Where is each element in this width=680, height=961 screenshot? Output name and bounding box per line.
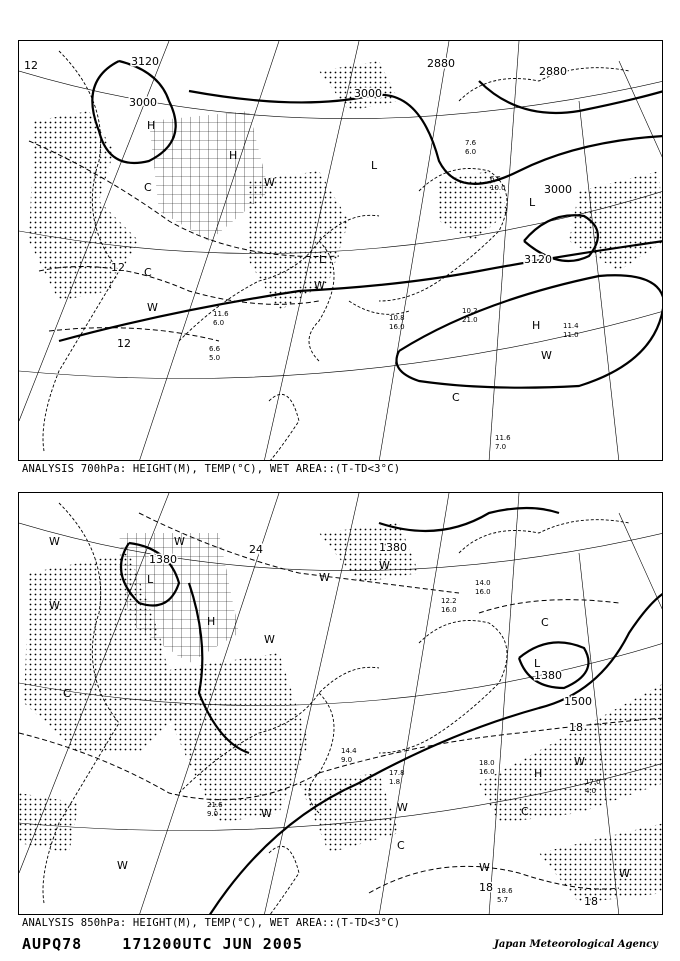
svg-text:14.0: 14.0 — [475, 579, 491, 587]
svg-text:18.6: 18.6 — [497, 887, 513, 895]
bulletin-code: AUPQ78 171200UTC JUN 2005 — [22, 935, 303, 953]
station-plot — [213, 310, 229, 327]
symbol-warm: W — [541, 349, 552, 362]
temp-label: 18 — [569, 721, 583, 734]
contour-label: 3000 — [544, 183, 572, 196]
symbol-cold: C — [452, 391, 460, 404]
symbol-warm: W — [479, 861, 490, 874]
svg-text:11.6: 11.6 — [495, 434, 511, 442]
station-plot — [462, 307, 478, 324]
svg-text:9.0: 9.0 — [207, 810, 219, 818]
svg-text:6.0: 6.0 — [465, 148, 477, 156]
symbol-cold: C — [397, 839, 405, 852]
symbol-warm: W — [49, 599, 60, 612]
symbol-warm: W — [314, 279, 325, 292]
station-plot — [495, 434, 511, 451]
map-700hpa — [19, 41, 663, 461]
symbol-low: L — [319, 253, 326, 266]
svg-text:6.5: 6.5 — [490, 175, 502, 183]
symbol-high: H — [534, 767, 543, 780]
svg-text:5.7: 5.7 — [497, 896, 509, 904]
symbol-low: L — [534, 657, 541, 670]
symbol-cold: C — [63, 687, 71, 700]
chart-850hpa — [18, 492, 663, 915]
svg-text:18.0: 18.0 — [479, 759, 495, 767]
station-plot — [341, 747, 357, 764]
station-plot — [389, 769, 405, 786]
svg-text:11.4: 11.4 — [563, 322, 579, 330]
symbol-low: L — [529, 196, 536, 209]
contour-label: 1380 — [149, 553, 177, 566]
caption-850hpa: ANALYSIS 850hPa: HEIGHT(M), TEMP(°C), WET AREA::(T-TD<3°C) — [22, 917, 401, 929]
contour-label: 3120 — [131, 55, 159, 68]
svg-text:21.0: 21.0 — [462, 316, 478, 324]
temp-label: 18 — [584, 895, 598, 908]
contour-label: 1380 — [534, 669, 562, 682]
station-plot — [209, 345, 221, 362]
svg-text:1.8: 1.8 — [389, 778, 401, 786]
svg-text:9.0: 9.0 — [341, 756, 353, 764]
svg-text:10.8: 10.8 — [389, 314, 405, 322]
symbol-high: H — [532, 319, 541, 332]
symbol-cold: C — [144, 266, 152, 279]
contour-label: 3120 — [524, 253, 552, 266]
symbol-high: H — [207, 615, 216, 628]
temp-label: 24 — [249, 543, 263, 556]
svg-text:6.6: 6.6 — [209, 345, 221, 353]
symbol-cold: C — [144, 181, 152, 194]
svg-text:4.0: 4.0 — [585, 787, 597, 795]
temp-label: 12 — [117, 337, 131, 350]
symbol-low: L — [371, 159, 378, 172]
symbol-warm: W — [174, 535, 185, 548]
temp-label: 18 — [479, 881, 493, 894]
svg-text:17.0: 17.0 — [585, 778, 601, 786]
svg-text:16.0: 16.0 — [389, 323, 405, 331]
symbol-warm: W — [319, 571, 330, 584]
svg-text:16.0: 16.0 — [479, 768, 495, 776]
map-850hpa — [19, 493, 663, 915]
svg-text:14.4: 14.4 — [341, 747, 357, 755]
svg-text:7.0: 7.0 — [495, 443, 507, 451]
svg-text:17.8: 17.8 — [389, 769, 405, 777]
station-plot — [497, 887, 513, 904]
temp-label: 12 — [24, 59, 38, 72]
symbol-low: L — [147, 573, 154, 586]
symbol-warm: W — [619, 867, 630, 880]
symbol-warm: W — [264, 633, 275, 646]
symbol-warm: W — [574, 755, 585, 768]
svg-text:5.0: 5.0 — [209, 354, 221, 362]
svg-text:16.0: 16.0 — [475, 588, 491, 596]
station-plot — [563, 322, 579, 339]
svg-text:21.6: 21.6 — [207, 801, 223, 809]
svg-text:7.6: 7.6 — [465, 139, 477, 147]
svg-text:11.0: 11.0 — [563, 331, 579, 339]
station-plot — [479, 759, 495, 776]
chart-700hpa — [18, 40, 663, 461]
caption-700hpa: ANALYSIS 700hPa: HEIGHT(M), TEMP(°C), WET AREA::(T-TD<3°C) — [22, 463, 401, 475]
contour-label: 3000 — [354, 87, 382, 100]
station-plot — [441, 597, 457, 614]
temp-label: 12 — [111, 261, 125, 274]
contour-label: 1380 — [379, 541, 407, 554]
symbol-warm: W — [379, 559, 390, 572]
station-plot — [465, 139, 477, 156]
symbol-high: H — [147, 119, 156, 132]
symbol-warm: W — [49, 535, 60, 548]
contour-label: 2880 — [427, 57, 455, 70]
contour-label: 1500 — [564, 695, 592, 708]
contour-label: 3000 — [129, 96, 157, 109]
svg-text:10.0: 10.0 — [490, 184, 506, 192]
symbol-warm: W — [261, 807, 272, 820]
symbol-warm: W — [117, 859, 128, 872]
svg-text:6.0: 6.0 — [213, 319, 225, 327]
symbol-cold: C — [521, 805, 529, 818]
station-plot — [389, 314, 405, 331]
symbol-warm: W — [147, 301, 158, 314]
symbol-warm: W — [264, 176, 275, 189]
svg-text:12.2: 12.2 — [441, 597, 457, 605]
agency-name: Japan Meteorological Agency — [494, 939, 658, 950]
wet-areas — [19, 523, 663, 903]
contour-label: 2880 — [539, 65, 567, 78]
svg-text:11.6: 11.6 — [213, 310, 229, 318]
symbol-high: H — [229, 149, 238, 162]
svg-text:16.0: 16.0 — [441, 606, 457, 614]
station-plot — [475, 579, 491, 596]
symbol-cold: C — [541, 616, 549, 629]
svg-text:10.2: 10.2 — [462, 307, 478, 315]
symbol-warm: W — [397, 801, 408, 814]
